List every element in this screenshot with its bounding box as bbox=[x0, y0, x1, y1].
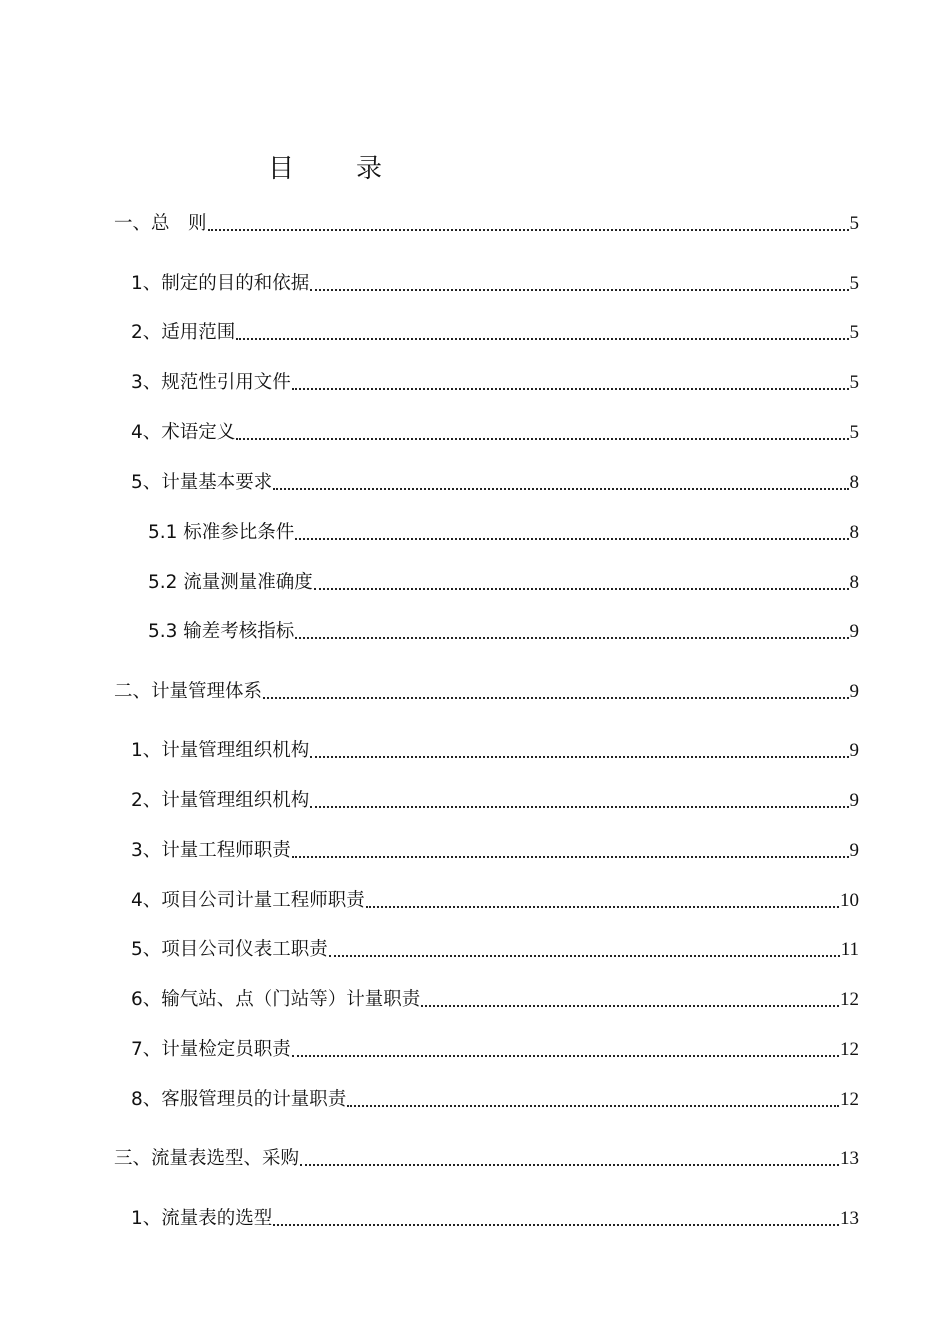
dot-leader bbox=[347, 1105, 839, 1107]
toc-entry[interactable] bbox=[114, 1147, 859, 1171]
toc-entry-label: 7、计量检定员职责 bbox=[131, 1039, 291, 1060]
toc-entry-label: 4、项目公司计量工程师职责 bbox=[131, 890, 365, 911]
toc-entry-page-number: 8 bbox=[849, 522, 859, 543]
toc-entry-page-number: 5 bbox=[849, 372, 859, 393]
dot-leader bbox=[300, 1164, 839, 1166]
toc-entry[interactable] bbox=[131, 272, 859, 296]
dot-leader bbox=[263, 697, 848, 699]
toc-entry-label: 4、术语定义 bbox=[131, 422, 236, 443]
toc-entry[interactable] bbox=[131, 321, 859, 345]
dot-leader bbox=[366, 906, 839, 908]
dot-leader bbox=[273, 1224, 839, 1226]
toc-entry-label: 5.3 输差考核指标 bbox=[148, 621, 295, 642]
toc-entry-page-number: 5 bbox=[849, 422, 859, 443]
toc-entry[interactable] bbox=[148, 571, 859, 595]
toc-entry[interactable] bbox=[131, 938, 859, 962]
toc-entry[interactable] bbox=[131, 1088, 859, 1112]
toc-entry-label: 1、计量管理组织机构 bbox=[131, 740, 310, 761]
toc-entry[interactable] bbox=[131, 1207, 859, 1231]
toc-entry[interactable] bbox=[148, 620, 859, 644]
toc-entry-label: 3、计量工程师职责 bbox=[131, 840, 291, 861]
toc-entry-page-number: 5 bbox=[849, 273, 859, 294]
dot-leader bbox=[292, 856, 849, 858]
toc-entry-label: 8、客服管理员的计量职责 bbox=[131, 1089, 347, 1110]
toc-title-char-1: 目 bbox=[268, 154, 295, 184]
toc-entry-page-number: 9 bbox=[849, 740, 859, 761]
toc-entry-label: 5.1 标准参比条件 bbox=[148, 522, 295, 543]
dot-leader bbox=[295, 538, 848, 540]
toc-entry-label: 1、制定的目的和依据 bbox=[131, 273, 310, 294]
toc-entry-label: 5、计量基本要求 bbox=[131, 472, 273, 493]
dot-leader bbox=[295, 637, 848, 639]
dot-leader bbox=[310, 806, 848, 808]
toc-entry-page-number: 5 bbox=[849, 213, 859, 234]
toc-entry-page-number: 5 bbox=[849, 322, 859, 343]
toc-entry-page-number: 9 bbox=[849, 681, 859, 702]
dot-leader bbox=[292, 1055, 839, 1057]
dot-leader bbox=[273, 488, 848, 490]
dot-leader bbox=[310, 289, 848, 291]
dot-leader bbox=[236, 338, 848, 340]
toc-entry-label: 1、流量表的选型 bbox=[131, 1208, 273, 1229]
toc-entry-page-number: 10 bbox=[840, 890, 859, 911]
dot-leader bbox=[208, 229, 849, 231]
toc-entry-page-number: 11 bbox=[840, 939, 859, 960]
dot-leader bbox=[421, 1005, 839, 1007]
toc-entry-page-number: 13 bbox=[840, 1148, 859, 1169]
toc-entry-label: 5.2 流量测量准确度 bbox=[148, 572, 313, 593]
toc-entry-label: 6、输气站、点（门站等）计量职责 bbox=[131, 989, 421, 1010]
dot-leader bbox=[310, 756, 848, 758]
toc-entry-page-number: 12 bbox=[840, 989, 859, 1010]
toc-entry-label: 一、总 则 bbox=[114, 213, 207, 234]
toc-entry[interactable] bbox=[131, 988, 859, 1012]
toc-entry[interactable] bbox=[148, 521, 859, 545]
toc-entry-page-number: 12 bbox=[840, 1089, 859, 1110]
dot-leader bbox=[236, 438, 848, 440]
toc-entry[interactable] bbox=[114, 212, 859, 236]
toc-title-char-2: 录 bbox=[356, 154, 383, 184]
toc-entry[interactable] bbox=[131, 471, 859, 495]
toc-entry-page-number: 9 bbox=[849, 790, 859, 811]
toc-entry[interactable] bbox=[131, 839, 859, 863]
toc-entry-label: 3、规范性引用文件 bbox=[131, 372, 291, 393]
dot-leader bbox=[292, 388, 849, 390]
toc-entry-label: 三、流量表选型、采购 bbox=[114, 1148, 300, 1169]
toc-entry-label: 5、项目公司仪表工职责 bbox=[131, 939, 328, 960]
toc-entry-label: 二、计量管理体系 bbox=[114, 681, 263, 702]
toc-entry[interactable] bbox=[131, 739, 859, 763]
toc-entry[interactable] bbox=[131, 789, 859, 813]
toc-entry-page-number: 13 bbox=[840, 1208, 859, 1229]
toc-entry[interactable] bbox=[114, 680, 859, 704]
toc-entry-label: 2、适用范围 bbox=[131, 322, 236, 343]
toc-entry-page-number: 8 bbox=[849, 472, 859, 493]
toc-entry[interactable] bbox=[131, 1038, 859, 1062]
dot-leader bbox=[329, 955, 840, 957]
toc-entry-page-number: 8 bbox=[849, 572, 859, 593]
toc-entry[interactable] bbox=[131, 421, 859, 445]
toc-title bbox=[268, 148, 382, 185]
toc-entry[interactable] bbox=[131, 371, 859, 395]
toc-entry[interactable] bbox=[131, 889, 859, 913]
toc-entry-page-number: 9 bbox=[849, 621, 859, 642]
toc-entry-page-number: 12 bbox=[840, 1039, 859, 1060]
toc-entry-label: 2、计量管理组织机构 bbox=[131, 790, 310, 811]
toc-entry-page-number: 9 bbox=[849, 840, 859, 861]
dot-leader bbox=[314, 588, 849, 590]
